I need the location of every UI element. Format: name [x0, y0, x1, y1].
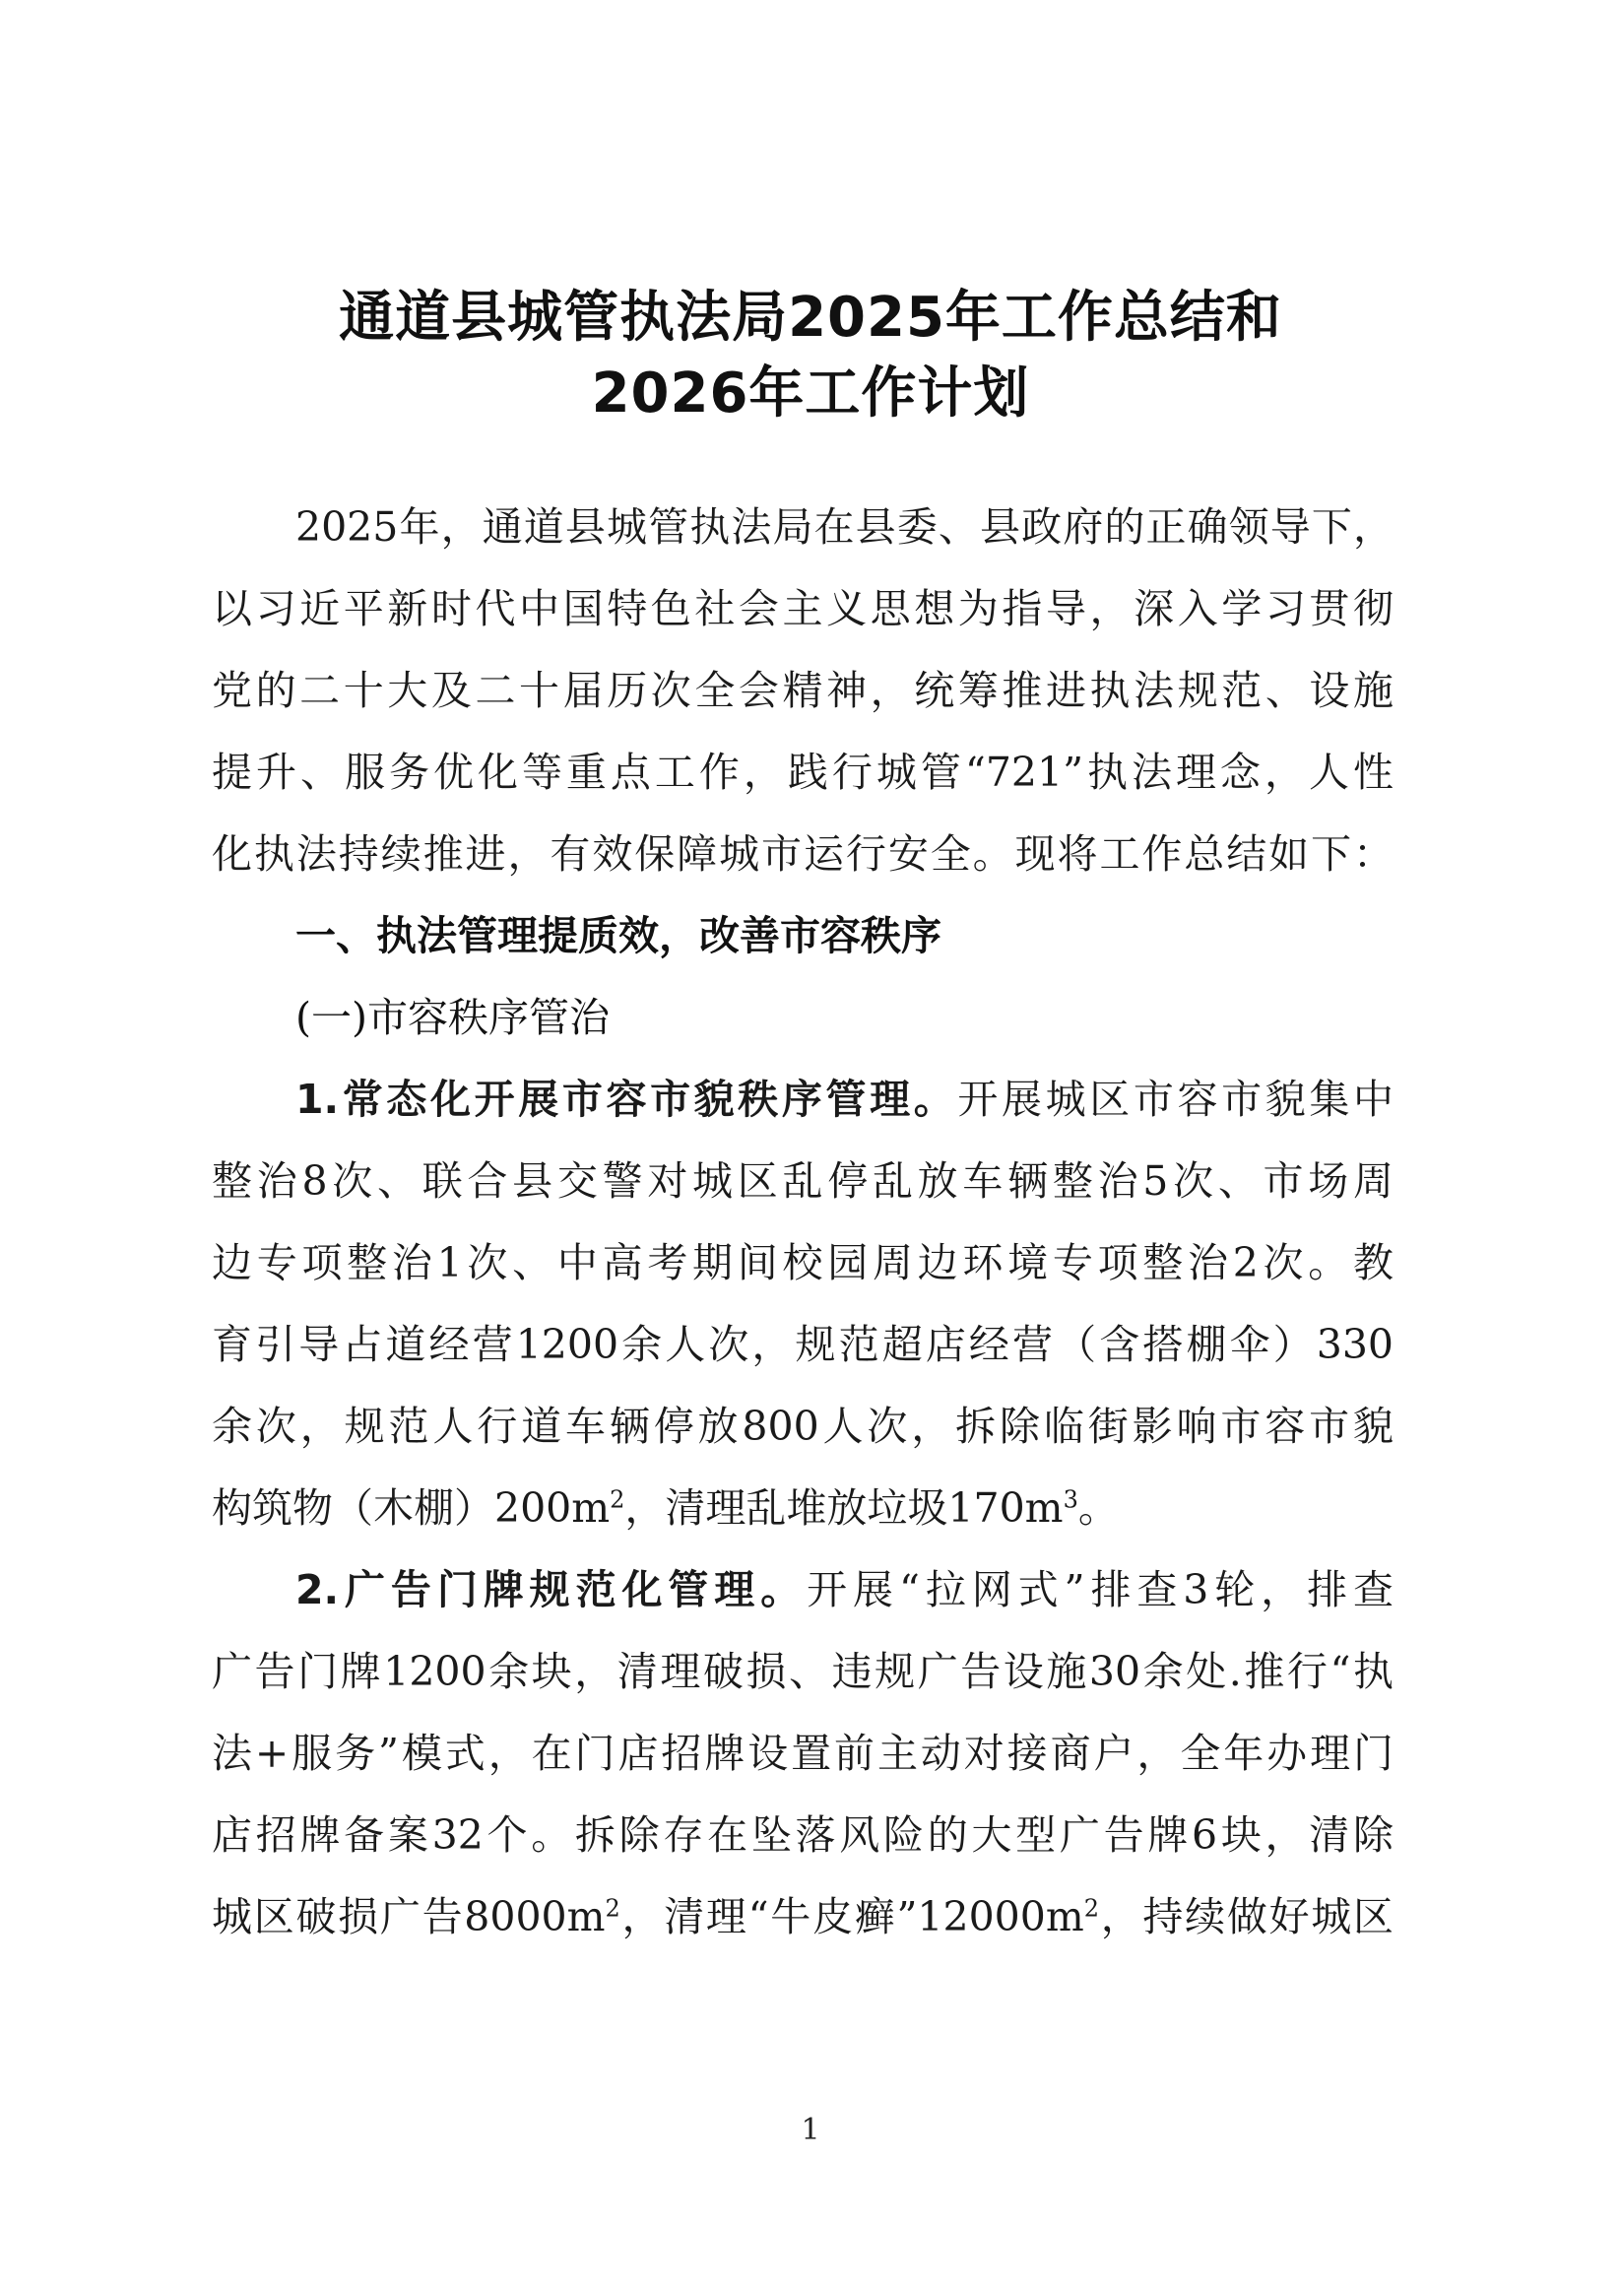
item1-line: 边专项整治1次、中高考期间校园周边环境专项整治2次。教	[212, 1239, 1394, 1286]
superscript: 3	[1063, 1485, 1078, 1514]
item1-last-text-a: 构筑物（木棚）200m	[212, 1484, 611, 1532]
item2-last-text-c: ，持续做好城区	[1099, 1893, 1394, 1940]
item1-first-line	[295, 1075, 1394, 1126]
superscript: 2	[1083, 1894, 1099, 1923]
item2-first-line	[295, 1565, 1394, 1616]
page-number: 1	[801, 2113, 820, 2147]
item1-last-text-c: 。	[1077, 1484, 1119, 1532]
superscript: 2	[605, 1894, 620, 1923]
item2-line: 法+服务”模式，在门店招牌设置前主动对接商户，全年办理门	[212, 1730, 1394, 1777]
intro-line: 2025年，通道县城管执法局在县委、县政府的正确领导下，	[295, 503, 1394, 551]
item2-last-line	[212, 1892, 1394, 1943]
item2-last-text-a: 城区破损广告8000m	[212, 1893, 606, 1940]
item2-lead: 2.广告门牌规范化管理。	[295, 1566, 808, 1613]
item2-last-text-b: ，清理“牛皮癣”12000m	[619, 1893, 1084, 1940]
item1-last-text-b: ，清理乱堆放垃圾170m	[624, 1484, 1064, 1532]
intro-line: 党的二十大及二十届历次全会精神，统筹推进执法规范、设施	[212, 667, 1394, 714]
intro-line: 以习近平新时代中国特色社会主义思想为指导，深入学习贯彻	[212, 585, 1394, 632]
document-title-line2: 2026年工作计划	[591, 361, 1030, 426]
item1-line: 育引导占道经营1200余人次，规范超店经营（含搭棚伞）330	[212, 1321, 1394, 1368]
intro-line: 化执法持续推进，有效保障城市运行安全。现将工作总结如下：	[212, 830, 1394, 878]
subsection-heading: (一)市容秩序管治	[295, 994, 610, 1041]
item2-line: 店招牌备案32个。拆除存在坠落风险的大型广告牌6块，清除	[212, 1811, 1394, 1859]
item1-line: 余次，规范人行道车辆停放800人次，拆除临街影响市容市貌	[212, 1403, 1394, 1450]
item1-lead: 1.常态化开展市容市貌秩序管理。	[295, 1076, 958, 1123]
section-heading: 一、执法管理提质效，改善市容秩序	[295, 912, 941, 959]
item2-line: 广告门牌1200余块，清理破损、违规广告设施30余处.推行“执	[212, 1648, 1394, 1695]
item1-line: 整治8次、联合县交警对城区乱停乱放车辆整治5次、市场周	[212, 1157, 1394, 1205]
document-title-line1: 通道县城管执法局2025年工作总结和	[339, 286, 1282, 350]
intro-line: 提升、服务优化等重点工作，践行城管“721”执法理念，人性	[212, 749, 1394, 796]
item2-first-line-rest: 开展“拉网式”排查3轮，排查	[807, 1566, 1394, 1613]
item1-last-line	[212, 1483, 1394, 1535]
item1-first-line-rest: 开展城区市容市貌集中	[957, 1076, 1394, 1123]
superscript: 2	[610, 1485, 625, 1514]
